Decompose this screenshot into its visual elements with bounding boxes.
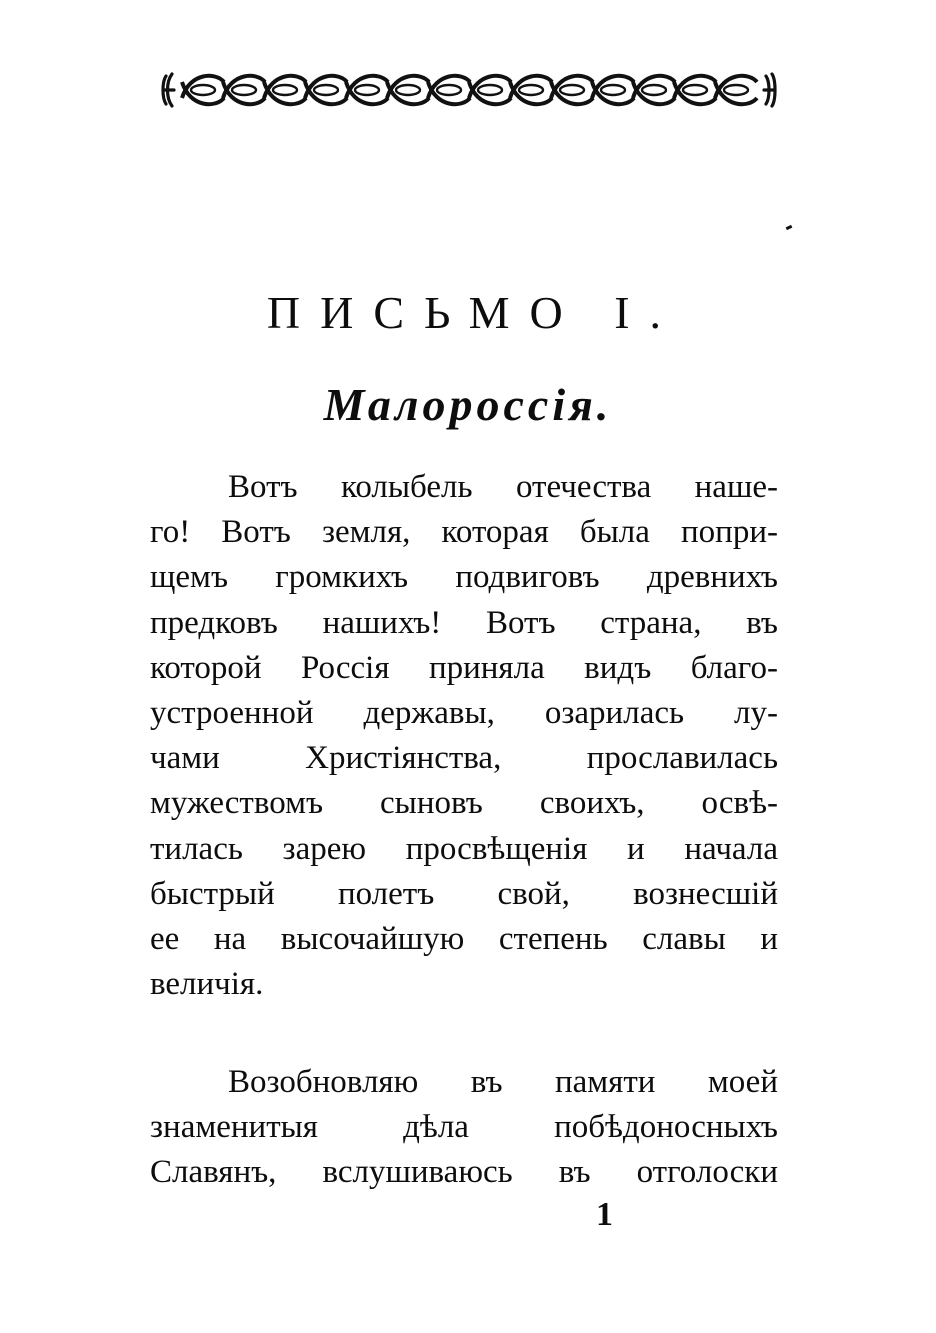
stray-ink-mark xyxy=(786,225,793,230)
text-line: знаменитыя дѣла побѣдоносныхъ xyxy=(150,1109,778,1146)
text-line: предковъ нашихъ! Вотъ страна, въ xyxy=(150,604,778,641)
text-line: мужествомъ сыновъ своихъ, освѣ- xyxy=(150,785,778,822)
text-line: щемъ громкихъ подвиговъ древнихъ xyxy=(150,559,778,596)
letter-subtitle: Малороссія. xyxy=(323,379,613,430)
text-line: Вотъ колыбель отечества наше- xyxy=(228,469,778,505)
letter-title: ПИСЬМО I. xyxy=(266,287,682,338)
paragraph-1 xyxy=(150,465,778,1007)
text-line: величія. xyxy=(150,966,264,1003)
text-line: Возобновляю въ памяти моей xyxy=(228,1064,778,1100)
page-number: 1 xyxy=(596,1196,613,1233)
text-line: тилась зарею просвѣщенія и начала xyxy=(150,830,778,867)
text-line: которой Россія приняла видъ благо- xyxy=(150,649,778,686)
braided-rope-ornament xyxy=(160,68,778,112)
paragraph-2 xyxy=(150,1060,778,1196)
text-line: ее на высочайшую степень славы и xyxy=(150,921,778,958)
text-line: чами Христіянства, прославилась xyxy=(150,740,778,777)
text-line: быстрый полетъ свой, вознесшій xyxy=(150,875,778,912)
text-line: устроенной державы, озарилась лу- xyxy=(150,695,778,732)
text-line: Славянъ, вслушиваюсь въ отголоски xyxy=(150,1154,778,1191)
text-line: го! Вотъ земля, которая была попри- xyxy=(150,514,778,551)
